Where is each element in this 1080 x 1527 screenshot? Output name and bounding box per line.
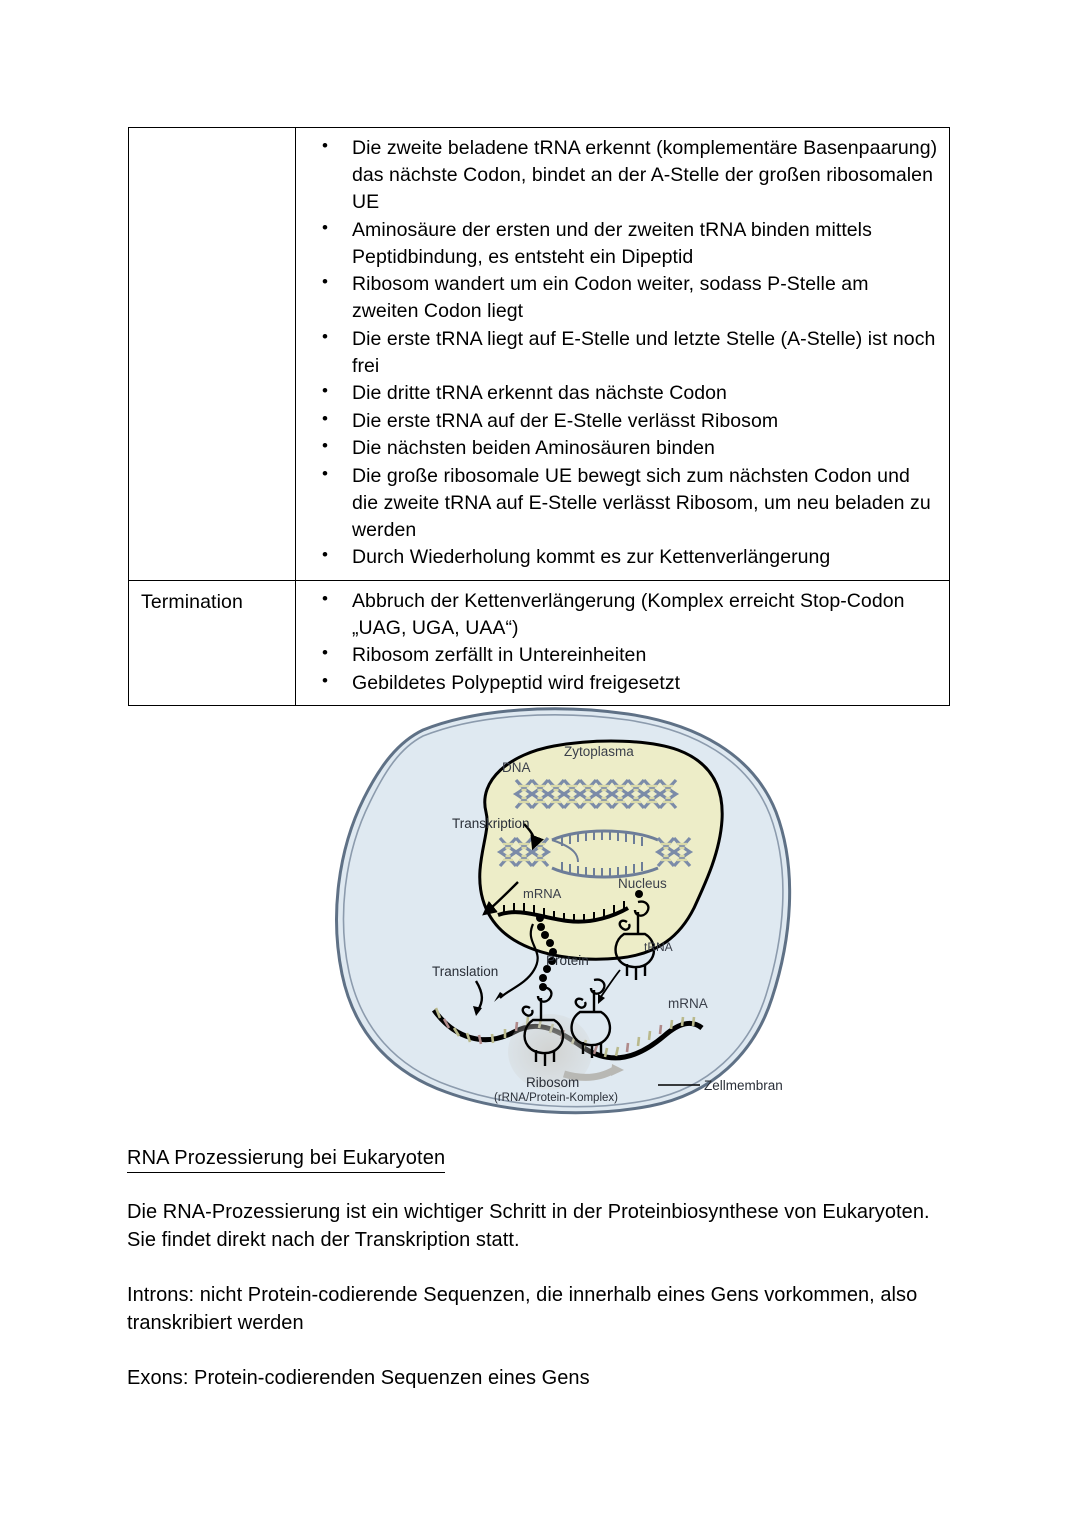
row-label-cell-1: Termination	[129, 580, 296, 706]
list-item: • Aminosäure der ersten und der zweiten tRNA binden mittels Peptidbindung, es entsteht ein Dipeptid	[350, 217, 939, 271]
label-dna: DNA	[502, 760, 531, 775]
list-item: • Abbruch der Kettenverlängerung (Komplex erreicht Stop-Codon „UAG, UGA, UAA“)	[350, 588, 939, 642]
list-item: • Ribosom zerfällt in Untereinheiten	[350, 642, 939, 669]
list-item: • Die große ribosomale UE bewegt sich zum nächsten Codon und die zweite tRNA auf E-Stelle verlässt Ribosom, um neu beladen zu werden	[350, 463, 939, 544]
list-item: • Die dritte tRNA erkennt das nächste Codon	[350, 380, 939, 407]
label-nucleus: Nucleus	[618, 876, 667, 891]
list-item: • Die zweite beladene tRNA erkennt (komplementäre Basenpaarung) das nächste Codon, bindet an der A-Stelle der großen ribosomalen UE	[350, 135, 939, 216]
label-zytoplasma: Zytoplasma	[564, 744, 634, 759]
list-item: • Die nächsten beiden Aminosäuren binden	[350, 435, 939, 462]
label-ribosom: Ribosom	[526, 1075, 580, 1090]
label-mrna-cytoplasm: mRNA	[668, 996, 708, 1011]
list-item: • Gebildetes Polypeptid wird freigesetzt	[350, 670, 939, 697]
label-transkription: Transkription	[452, 816, 530, 831]
label-protein: Protein	[546, 953, 589, 968]
label-mrna-nucleus: mRNA	[523, 886, 562, 901]
bullet-list-1	[296, 588, 939, 697]
label-zellmembran: Zellmembran	[704, 1078, 783, 1093]
bullet-list-0	[296, 135, 939, 571]
label-translation: Translation	[432, 964, 499, 979]
list-item: • Ribosom wandert um ein Codon weiter, sodass P-Stelle am zweiten Codon liegt	[350, 271, 939, 325]
row-body-cell-1	[296, 580, 950, 706]
heading-wrap	[127, 1145, 957, 1198]
table-body	[129, 128, 950, 706]
label-ribosom-sublabel: (rRNA/Protein-Komplex)	[494, 1092, 618, 1104]
prose-section	[127, 1145, 957, 1392]
row-body-cell-0	[296, 128, 950, 581]
paragraph-intro: Die RNA-Prozessierung ist ein wichtiger Schritt in der Proteinbiosynthese von Eukaryoten. Sie findet direkt nach der Transkription statt.	[127, 1201, 930, 1252]
protein-biosynthesis-cell-diagram	[328, 702, 798, 1118]
protein-synthesis-table	[128, 127, 950, 706]
list-item: • Die erste tRNA auf der E-Stelle verlässt Ribosom	[350, 408, 939, 435]
table-row	[129, 580, 950, 706]
trna-aminoacid-dot	[635, 890, 643, 898]
list-item: • Durch Wiederholung kommt es zur Kettenverlängerung	[350, 544, 939, 571]
label-trna: tRNA	[644, 940, 673, 954]
paragraph-exons: Exons: Protein-codierenden Sequenzen eines Gens	[127, 1366, 590, 1389]
page-heading: RNA Prozessierung bei Eukaryoten	[127, 1145, 445, 1173]
row-label-cell-0	[129, 128, 296, 581]
paragraph-introns: Introns: nicht Protein-codierende Sequenzen, die innerhalb eines Gens vorkommen, also transkribiert werden	[127, 1283, 918, 1335]
list-item: • Die erste tRNA liegt auf E-Stelle und letzte Stelle (A-Stelle) ist noch frei	[350, 326, 939, 380]
table-row	[129, 128, 950, 581]
